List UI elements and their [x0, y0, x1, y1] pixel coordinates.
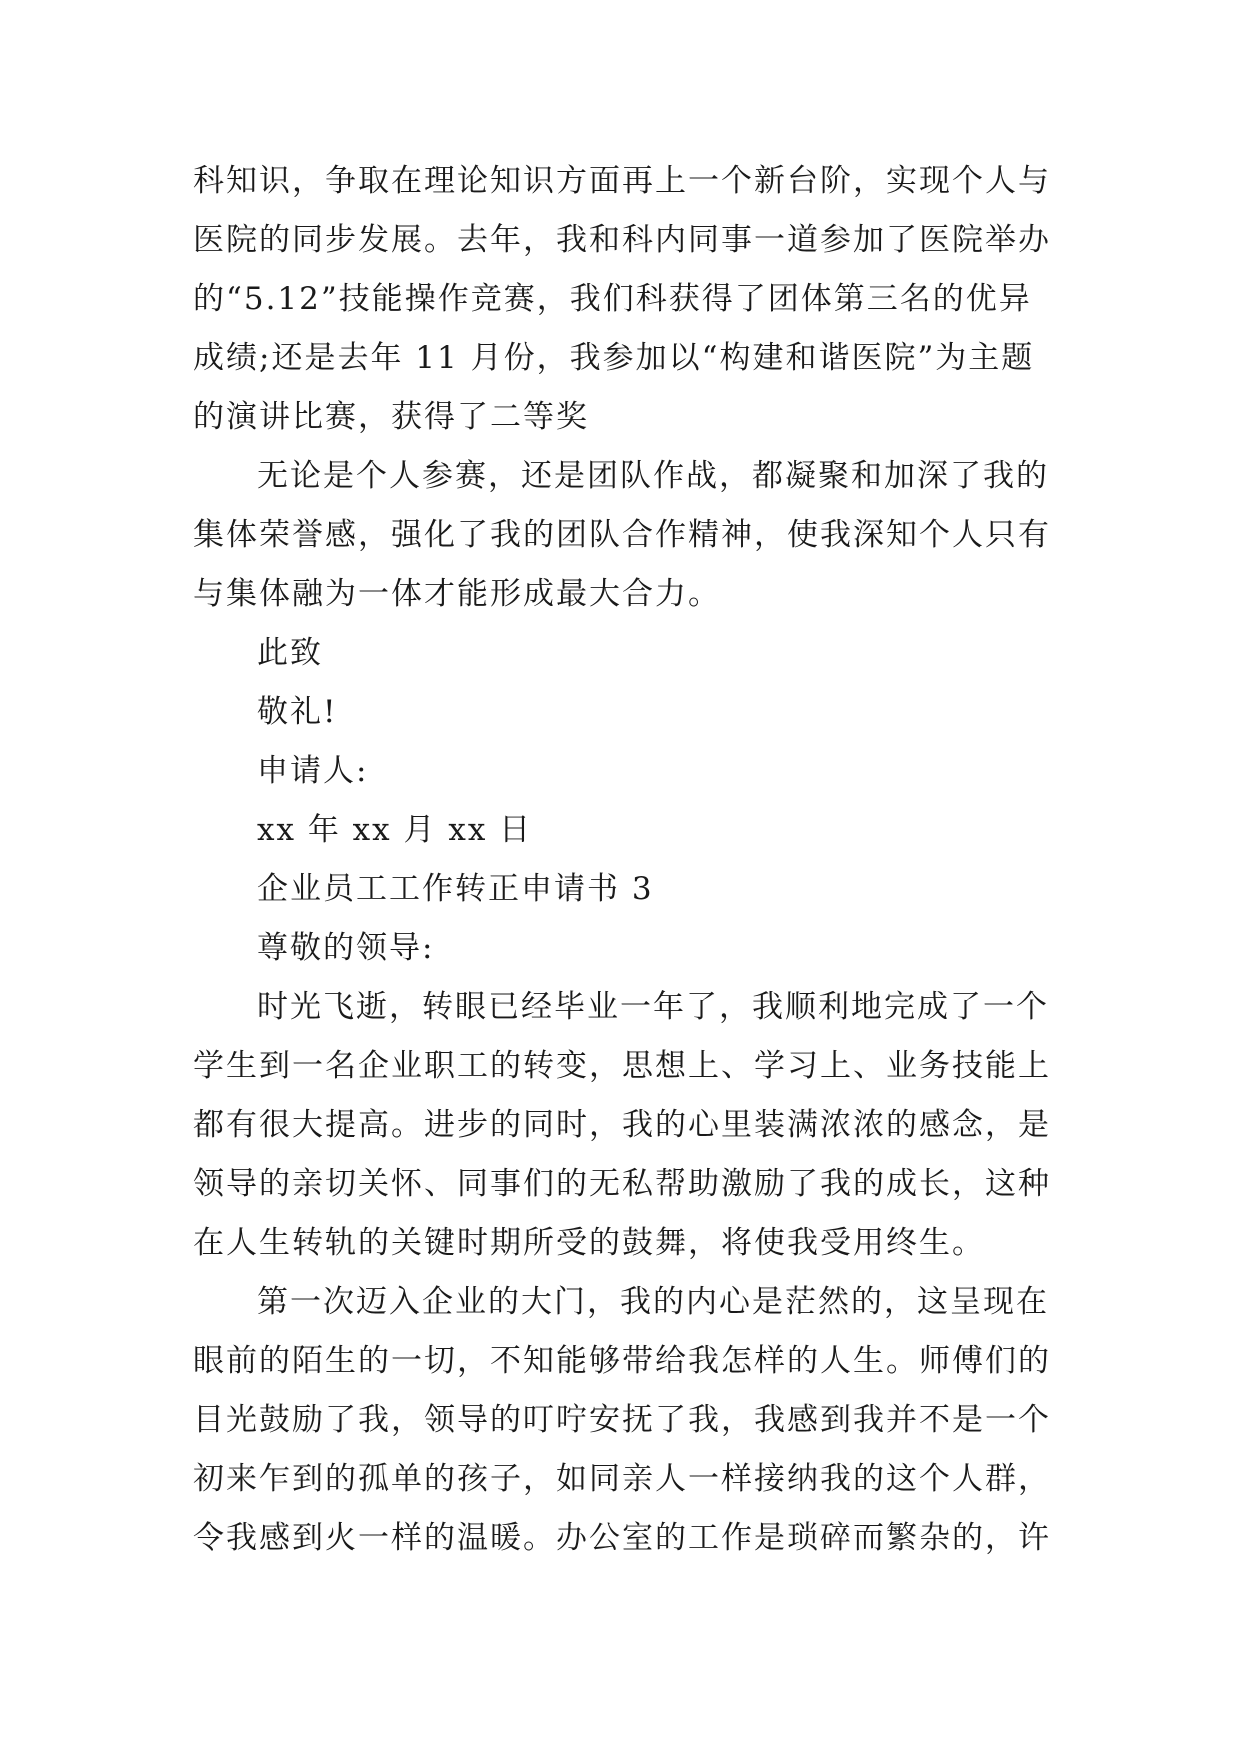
paragraph-start-line: 时光飞逝，转眼已经毕业一年了，我顺利地完成了一个: [257, 989, 1049, 1025]
text-line: 集体荣誉感，强化了我的团队合作精神，使我深知个人只有: [193, 517, 1051, 553]
paragraph-start-line: 第一次迈入企业的大门，我的内心是茫然的，这呈现在: [257, 1284, 1049, 1320]
greeting: 尊敬的领导:: [257, 930, 435, 966]
text-line: 目光鼓励了我，领导的叮咛安抚了我，我感到我并不是一个: [193, 1402, 1051, 1438]
text-line: 眼前的陌生的一切，不知能够带给我怎样的人生。师傅们的: [193, 1343, 1051, 1379]
text-line: 都有很大提高。进步的同时，我的心里装满浓浓的感念，是: [193, 1107, 1051, 1143]
applicant-label: 申请人:: [257, 753, 369, 789]
text-line: 学生到一名企业职工的转变，思想上、学习上、业务技能上: [193, 1048, 1051, 1084]
text-line: 的演讲比赛，获得了二等奖: [193, 399, 589, 435]
closing-salutation: 此致: [257, 635, 323, 671]
text-line: 成绩;还是去年 11 月份，我参加以“构建和谐医院”为主题: [193, 340, 1035, 376]
text-line: 领导的亲切关怀、同事们的无私帮助激励了我的成长，这种: [193, 1166, 1051, 1202]
text-line: 在人生转轨的关键时期所受的鼓舞，将使我受用终生。: [193, 1225, 985, 1261]
paragraph-start-line: 无论是个人参赛，还是团队作战，都凝聚和加深了我的: [257, 458, 1049, 494]
date-line: xx 年 xx 月 xx 日: [257, 812, 533, 848]
closing-regards: 敬礼!: [257, 694, 338, 730]
text-line: 与集体融为一体才能形成最大合力。: [193, 576, 721, 612]
text-line: 医院的同步发展。去年，我和科内同事一道参加了医院举办: [193, 222, 1051, 258]
text-line: 初来乍到的孤单的孩子，如同亲人一样接纳我的这个人群，: [193, 1461, 1051, 1497]
text-line: 令我感到火一样的温暖。办公室的工作是琐碎而繁杂的，许: [193, 1520, 1051, 1556]
text-line: 科知识，争取在理论知识方面再上一个新台阶，实现个人与: [193, 163, 1051, 199]
section-title: 企业员工工作转正申请书 3: [257, 871, 654, 907]
text-line: 的“5.12”技能操作竞赛，我们科获得了团体第三名的优异: [193, 281, 1032, 317]
document-body: [193, 152, 1053, 1568]
